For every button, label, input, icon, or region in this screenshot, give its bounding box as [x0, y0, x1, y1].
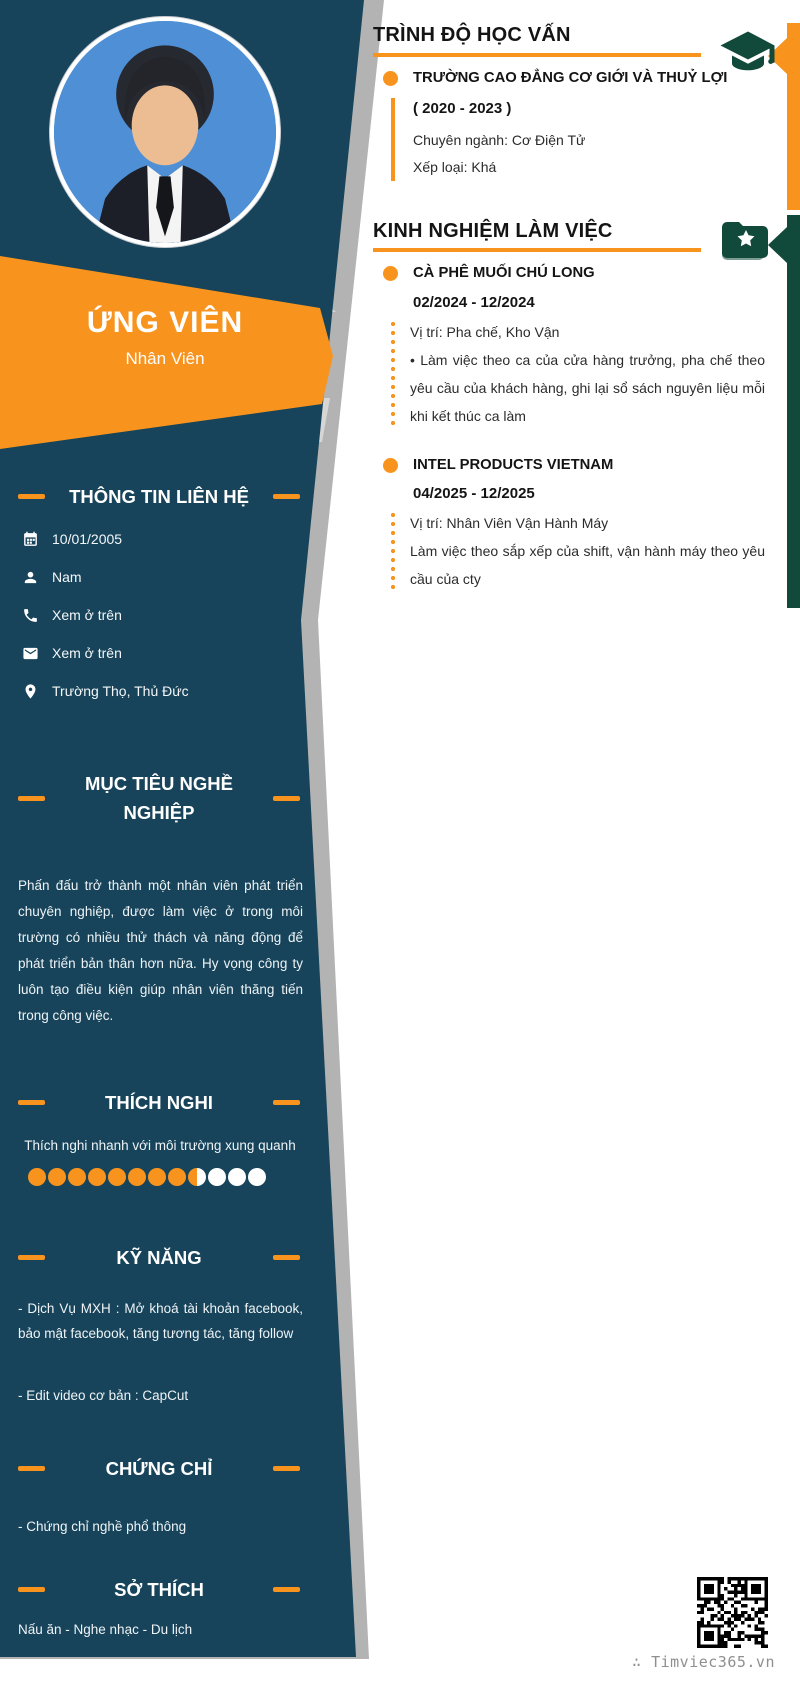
- skills-line: - Dịch Vụ MXH : Mở khoá tài khoản facebook, bảo mật facebook, tăng tương tác, tăng follow: [18, 1301, 303, 1341]
- email-icon: [21, 644, 39, 662]
- job-details: [391, 318, 765, 430]
- contact-row-phone: [21, 596, 301, 634]
- job-company: CÀ PHÊ MUỐI CHÚ LONG: [413, 265, 595, 281]
- profile-photo: [50, 17, 280, 247]
- contact-list: [21, 520, 301, 710]
- heading-dash: [18, 1587, 45, 1592]
- banner-text-block: [0, 306, 330, 369]
- job-period: 04/2025 - 12/2025: [413, 485, 535, 502]
- job-details: [391, 509, 765, 593]
- heading-dash: [18, 1100, 45, 1105]
- heading-dash: [273, 1466, 300, 1471]
- objective-heading-label: MỤC TIÊU NGHỀ NGHIỆP: [85, 773, 233, 823]
- job-position: Vị trí: Pha chế, Kho Vận: [410, 324, 560, 340]
- skills-heading-label: KỸ NĂNG: [116, 1247, 202, 1268]
- contact-value: Xem ở trên: [52, 607, 122, 623]
- location-icon: [21, 682, 39, 700]
- contact-section-heading: [18, 482, 300, 511]
- brand-logo-text: ∴ Timviec365.vn: [632, 1653, 775, 1671]
- heading-dash: [18, 1255, 45, 1260]
- contact-value: Trường Thọ, Thủ Đức: [52, 683, 189, 699]
- education-title-underline: [373, 53, 701, 57]
- certificates-section-heading: [18, 1454, 300, 1483]
- rating-dot: [248, 1168, 266, 1186]
- phone-icon: [21, 606, 39, 624]
- candidate-name: ỨNG VIÊN: [86, 306, 244, 339]
- rating-dot: [228, 1168, 246, 1186]
- adaptability-rating-dots: [28, 1168, 266, 1186]
- heading-dash: [273, 494, 300, 499]
- contact-row-birthday: [21, 520, 301, 558]
- rating-dot: [28, 1168, 46, 1186]
- experience-title-underline: [373, 248, 701, 252]
- rating-dot: [88, 1168, 106, 1186]
- job-description: Làm việc theo sắp xếp của shift, vận hành máy theo yêu cầu của cty: [410, 543, 765, 587]
- certificates-heading-label: CHỨNG CHỈ: [105, 1458, 213, 1479]
- experience-side-arrow: [768, 227, 787, 263]
- rating-dot: [148, 1168, 166, 1186]
- adaptability-heading-label: THÍCH NGHI: [105, 1092, 213, 1113]
- hobbies-heading-label: SỞ THÍCH: [114, 1579, 204, 1600]
- qr-code: [697, 1577, 768, 1648]
- rating-dot: [68, 1168, 86, 1186]
- heading-dash: [18, 494, 45, 499]
- contact-row-address: [21, 672, 301, 710]
- hobbies-section-heading: [18, 1575, 300, 1604]
- objective-text: Phấn đấu trở thành một nhân viên phát triển chuyên nghiệp, được làm việc ở trong môi trường có nhiều thử thách và năng động để phát triển bản thân hơn nữa. Hy vọng công ty luôn tạo điều kiện giúp nhân viên thăng tiến trong công việc.: [18, 878, 303, 1023]
- objective-section-heading: [18, 769, 300, 827]
- sidebar-panel: [0, 0, 364, 1657]
- education-details: [391, 98, 585, 181]
- heading-dash: [18, 796, 45, 801]
- rating-dot: [108, 1168, 126, 1186]
- education-school: TRƯỜNG CAO ĐẲNG CƠ GIỚI VÀ THUỶ LỢI: [413, 70, 728, 86]
- rating-dot: [168, 1168, 186, 1186]
- skills-line: - Edit video cơ bản : CapCut: [18, 1388, 189, 1403]
- hobbies-text: Nấu ăn - Nghe nhạc - Du lịch: [18, 1622, 193, 1637]
- education-grade: Xếp loại: Khá: [413, 159, 497, 175]
- rating-dot: [208, 1168, 226, 1186]
- education-bullet: [383, 71, 398, 86]
- certificates-text: - Chứng chỉ nghề phổ thông: [18, 1519, 187, 1534]
- calendar-icon: [21, 530, 39, 548]
- job-company: INTEL PRODUCTS VIETNAM: [413, 457, 614, 473]
- heading-dash: [273, 1587, 300, 1592]
- heading-dash: [273, 1255, 300, 1260]
- education-major: Chuyên ngành: Cơ Điện Tử: [413, 132, 586, 148]
- contact-row-gender: [21, 558, 301, 596]
- job-period: 02/2024 - 12/2024: [413, 294, 535, 311]
- contact-value: 10/01/2005: [52, 531, 123, 547]
- adaptability-text: Thích nghi nhanh với môi trường xung quanh: [24, 1138, 296, 1153]
- contact-value: Xem ở trên: [52, 645, 122, 661]
- experience-section-title: KINH NGHIỆM LÀM VIỆC: [373, 220, 613, 242]
- job-bullet: [383, 458, 398, 473]
- adaptability-section-heading: [18, 1088, 300, 1117]
- education-side-bar: [787, 23, 800, 210]
- heading-dash: [273, 1100, 300, 1105]
- portrait-illustration: [54, 21, 276, 243]
- contact-heading-label: THÔNG TIN LIÊN HỆ: [69, 486, 249, 507]
- rating-dot: [128, 1168, 146, 1186]
- experience-side-bar: [787, 215, 800, 608]
- person-icon: [21, 568, 39, 586]
- job-description: • Làm việc theo ca của cửa hàng trưởng, pha chế theo yêu cầu của khách hàng, ghi lại sổ sách nguyên liệu mỗi khi kết thúc ca làm: [410, 352, 765, 424]
- candidate-title: Nhân Viên: [125, 349, 205, 368]
- heading-dash: [273, 796, 300, 801]
- job-bullet: [383, 266, 398, 281]
- heading-dash: [18, 1466, 45, 1471]
- job-position: Vị trí: Nhân Viên Vận Hành Máy: [410, 515, 609, 531]
- rating-dot: [188, 1168, 206, 1186]
- rating-dot: [48, 1168, 66, 1186]
- skills-section-heading: [18, 1243, 300, 1272]
- contact-row-email: [21, 634, 301, 672]
- contact-value: Nam: [52, 569, 82, 585]
- education-period: ( 2020 - 2023 ): [413, 100, 512, 117]
- education-section-title: TRÌNH ĐỘ HỌC VẤN: [373, 24, 571, 46]
- folder-star-icon: [722, 222, 768, 260]
- graduation-cap-icon: [721, 32, 775, 71]
